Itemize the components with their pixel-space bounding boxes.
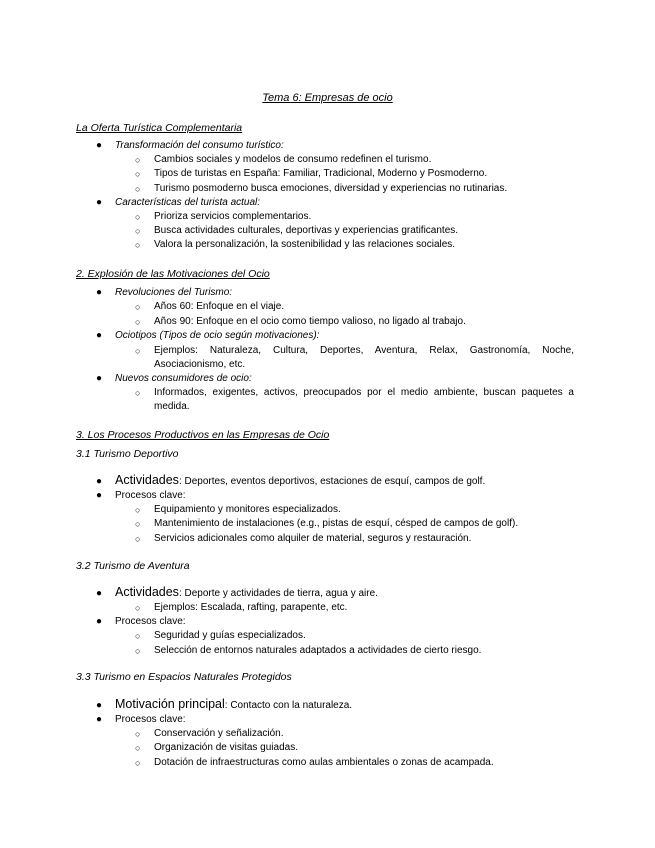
bullet-icon: ● [96,197,103,208]
circle-bullet-icon: ○ [135,743,141,753]
list-item: Selección de entornos naturales adaptados a actividades de cierto riesgo. [154,645,482,656]
circle-bullet-icon: ○ [135,346,141,356]
circle-bullet-icon: ○ [135,758,141,768]
circle-bullet-icon: ○ [135,317,141,327]
list-item: Procesos clave: [115,714,186,725]
list-item [115,697,352,713]
document-title: Tema 6: Empresas de ocio [262,92,393,104]
key-term: Motivación principal [115,697,225,711]
bullet-icon: ● [96,330,103,341]
list-item: Años 90: Enfoque en el ocio como tiempo valioso, no ligado al trabajo. [154,316,466,327]
list-item: Turismo posmoderno busca emociones, diversidad y experiencias no rutinarias. [154,183,508,194]
subsection-heading-3-3: 3.3 Turismo en Espacios Naturales Protegidos [76,671,292,683]
list-item: Servicios adicionales como alquiler de material, seguros y restauración. [154,533,472,544]
circle-bullet-icon: ○ [135,729,141,739]
subsection-heading-3-2: 3.2 Turismo de Aventura [76,560,190,572]
key-description: : Deportes, eventos deportivos, estaciones de esquí, campos de golf. [178,476,486,487]
list-item: Nuevos consumidores de ocio: [115,373,252,384]
list-item: Busca actividades culturales, deportivas y experiencias gratificantes. [154,225,459,236]
section-heading-1: La Oferta Turística Complementaria [76,122,243,134]
circle-bullet-icon: ○ [135,631,141,641]
list-item: Prioriza servicios complementarios. [154,211,312,222]
list-item: Transformación del consumo turístico: [115,140,284,151]
section-heading-3: 3. Los Procesos Productivos en las Empresas de Ocio [76,429,330,441]
circle-bullet-icon: ○ [135,302,141,312]
list-item: Conservación y señalización. [154,728,284,739]
list-item: Mantenimiento de instalaciones (e.g., pistas de esquí, césped de campos de golf). [154,518,519,529]
list-item: Revoluciones del Turismo: [115,287,233,298]
bullet-icon: ● [96,373,103,384]
subsection-heading-3-1: 3.1 Turismo Deportivo [76,448,179,460]
circle-bullet-icon: ○ [135,388,141,398]
bullet-icon: ● [96,287,103,298]
circle-bullet-icon: ○ [135,519,141,529]
key-term: Actividades [115,585,179,599]
bullet-icon: ● [96,616,103,627]
circle-bullet-icon: ○ [135,169,141,179]
list-item: Características del turista actual: [115,197,261,208]
list-item: Tipos de turistas en España: Familiar, Tradicional, Moderno y Posmoderno. [154,168,488,179]
bullet-icon: ● [96,490,103,501]
circle-bullet-icon: ○ [135,603,141,613]
circle-bullet-icon: ○ [135,240,141,250]
key-term: Actividades [115,473,179,487]
list-item: Organización de visitas guiadas. [154,742,298,753]
circle-bullet-icon: ○ [135,505,141,515]
key-description: : Contacto con la naturaleza. [224,700,353,711]
list-item [115,473,485,489]
list-item [115,585,378,601]
list-item: Ejemplos: Naturaleza, Cultura, Deportes, Aventura, Relax, Gastronomía, Noche, Asociacionismo, etc. [154,345,574,370]
bullet-icon: ● [96,476,103,487]
section-heading-2: 2. Explosión de las Motivaciones del Ocio [76,268,270,280]
key-description: : Deporte y actividades de tierra, agua y aire. [178,588,378,599]
bullet-icon: ● [96,588,103,599]
list-item: Dotación de infraestructuras como aulas ambientales o zonas de acampada. [154,757,494,768]
circle-bullet-icon: ○ [135,155,141,165]
circle-bullet-icon: ○ [135,646,141,656]
list-item: Años 60: Enfoque en el viaje. [154,301,285,312]
list-item: Seguridad y guías especializados. [154,630,306,641]
circle-bullet-icon: ○ [135,534,141,544]
circle-bullet-icon: ○ [135,184,141,194]
list-item: Ejemplos: Escalada, rafting, parapente, etc. [154,602,348,613]
bullet-icon: ● [96,714,103,725]
list-item: Informados, exigentes, activos, preocupados por el medio ambiente, buscan paquetes a medida. [154,387,574,412]
list-item: Procesos clave: [115,616,186,627]
list-item: Equipamiento y monitores especializados. [154,504,341,515]
list-item: Ociotipos (Tipos de ocio según motivaciones): [115,330,320,341]
circle-bullet-icon: ○ [135,226,141,236]
list-item: Procesos clave: [115,490,186,501]
circle-bullet-icon: ○ [135,212,141,222]
list-item: Valora la personalización, la sostenibilidad y las relaciones sociales. [154,239,456,250]
list-item: Cambios sociales y modelos de consumo redefinen el turismo. [154,154,432,165]
bullet-icon: ● [96,700,103,711]
bullet-icon: ● [96,140,103,151]
